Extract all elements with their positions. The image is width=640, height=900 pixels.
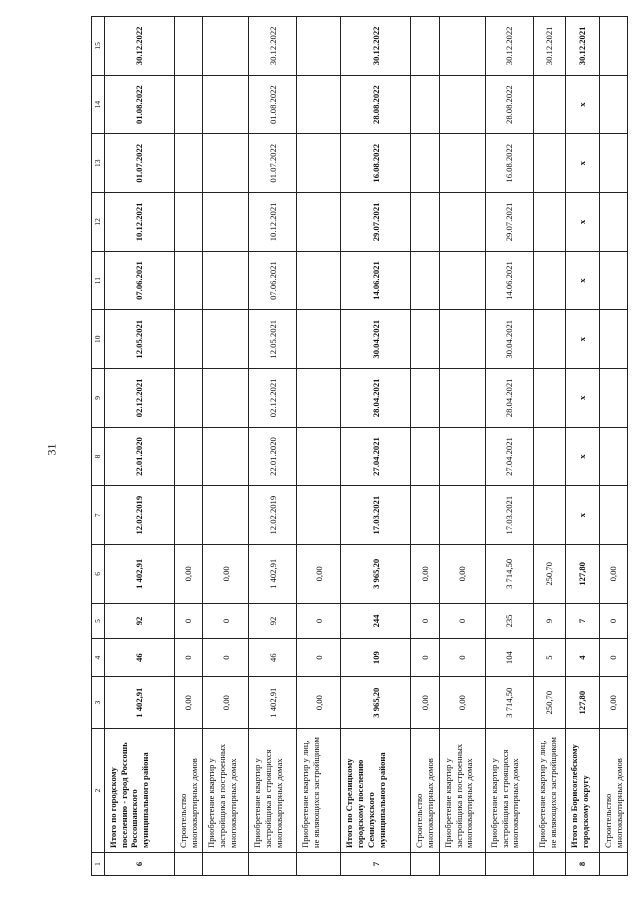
row-number-cell <box>439 852 485 875</box>
table-cell: 10.12.2021 <box>249 193 297 252</box>
table-cell: 12.02.2019 <box>105 486 175 545</box>
table-cell: 14.06.2021 <box>341 251 411 310</box>
table-cell: 104 <box>485 639 533 677</box>
table-cell <box>203 427 249 486</box>
table-cell <box>533 134 565 193</box>
table-cell: 3 965,20 <box>341 676 411 728</box>
table-cell: 02.12.2021 <box>105 369 175 428</box>
table-cell: 235 <box>485 603 533 639</box>
table-cell <box>533 310 565 369</box>
table-cell: 0 <box>411 603 439 639</box>
table-cell: 01.07.2022 <box>105 134 175 193</box>
table-cell <box>533 251 565 310</box>
table-cell <box>203 486 249 545</box>
table-cell <box>175 193 203 252</box>
table-row <box>175 17 203 876</box>
table-cell: x <box>565 75 599 134</box>
table-cell: 250,70 <box>533 676 565 728</box>
row-number-cell <box>297 852 341 875</box>
table-cell <box>439 193 485 252</box>
table-cell: 17.03.2021 <box>341 486 411 545</box>
column-number: 8 <box>92 427 105 486</box>
table-cell: 29.07.2021 <box>341 193 411 252</box>
table-row <box>203 17 249 876</box>
table-cell: 1 402,91 <box>249 545 297 604</box>
table-cell: x <box>565 427 599 486</box>
row-name-cell: Строительство многоквартирных домов <box>411 729 439 853</box>
table-row <box>485 17 533 876</box>
table-cell: 02.12.2021 <box>249 369 297 428</box>
table-cell <box>439 427 485 486</box>
table-cell: 109 <box>341 639 411 677</box>
table-cell <box>203 134 249 193</box>
table-cell: 0,00 <box>175 545 203 604</box>
table-cell <box>533 369 565 428</box>
table-cell: x <box>565 251 599 310</box>
table-cell: x <box>565 134 599 193</box>
table-cell: x <box>565 486 599 545</box>
table-cell: 28.04.2021 <box>341 369 411 428</box>
table-cell: x <box>565 310 599 369</box>
table-cell <box>297 193 341 252</box>
table-cell <box>599 369 627 428</box>
table-cell: 01.08.2022 <box>249 75 297 134</box>
column-number: 6 <box>92 545 105 604</box>
table-cell: 30.12.2022 <box>105 17 175 76</box>
column-number: 15 <box>92 17 105 76</box>
table-cell: 127,80 <box>565 545 599 604</box>
total-row <box>105 17 175 876</box>
table-row <box>297 17 341 876</box>
table-cell <box>203 369 249 428</box>
table-cell: 30.12.2022 <box>485 17 533 76</box>
table-cell: 01.08.2022 <box>105 75 175 134</box>
table-cell: 07.06.2021 <box>249 251 297 310</box>
table-cell: 0,00 <box>411 545 439 604</box>
table-cell: 0,00 <box>203 676 249 728</box>
table-cell: x <box>565 193 599 252</box>
row-name-cell: Итого по Стрелицкому городскому поселению Семилукского муниципального района <box>341 729 411 853</box>
housing-program-table <box>91 16 628 876</box>
table-cell: 27.04.2021 <box>485 427 533 486</box>
table-cell: 0 <box>203 639 249 677</box>
column-number: 12 <box>92 193 105 252</box>
table-cell <box>297 251 341 310</box>
table-cell: 5 <box>533 639 565 677</box>
table-cell <box>411 193 439 252</box>
table-cell: 92 <box>105 603 175 639</box>
column-number: 1 <box>92 852 105 875</box>
table-cell: 0 <box>175 603 203 639</box>
table-row <box>439 17 485 876</box>
row-name-cell: Приобретение квартир у застройщика в строящихся многоквартирных домах <box>249 729 297 853</box>
table-cell <box>175 427 203 486</box>
table-cell <box>175 251 203 310</box>
row-number-cell <box>485 852 533 875</box>
table-cell: 14.06.2021 <box>485 251 533 310</box>
table-cell: 0,00 <box>599 545 627 604</box>
table-cell: 0,00 <box>411 676 439 728</box>
table-cell <box>599 193 627 252</box>
table-cell <box>175 17 203 76</box>
row-number-cell <box>533 852 565 875</box>
table-cell <box>411 310 439 369</box>
column-number: 11 <box>92 251 105 310</box>
table-cell <box>203 17 249 76</box>
column-number: 2 <box>92 729 105 853</box>
table-cell: 0,00 <box>203 545 249 604</box>
column-number: 4 <box>92 639 105 677</box>
column-number: 13 <box>92 134 105 193</box>
table-cell <box>411 17 439 76</box>
table-row <box>411 17 439 876</box>
table-cell: 0 <box>411 639 439 677</box>
table-cell <box>175 134 203 193</box>
table-cell <box>439 310 485 369</box>
table-cell: 22.01.2020 <box>249 427 297 486</box>
table-cell <box>203 193 249 252</box>
row-name-cell: Итого по Борисоглебскому городскому округу <box>565 729 599 853</box>
row-number-cell: 6 <box>105 852 175 875</box>
table-cell: 0 <box>599 603 627 639</box>
table-row <box>533 17 565 876</box>
table-cell: 0 <box>599 639 627 677</box>
table-cell: 12.05.2021 <box>105 310 175 369</box>
column-number: 9 <box>92 369 105 428</box>
table-cell: 127,80 <box>565 676 599 728</box>
table-cell <box>297 427 341 486</box>
table-cell <box>533 486 565 545</box>
row-name-cell: Приобретение квартир у застройщика в построенных многоквартирных домах <box>439 729 485 853</box>
table-cell <box>297 310 341 369</box>
table-cell: 4 <box>565 639 599 677</box>
table-cell <box>439 486 485 545</box>
row-name-cell: Итого по городскому поселению - город Россошь Россошанского муниципального района <box>105 729 175 853</box>
table-cell: 250,70 <box>533 545 565 604</box>
table-cell: 29.07.2021 <box>485 193 533 252</box>
table-cell: 0,00 <box>439 545 485 604</box>
table-cell: 1 402,91 <box>105 676 175 728</box>
table-cell <box>203 75 249 134</box>
table-cell: 0,00 <box>599 676 627 728</box>
table-row <box>249 17 297 876</box>
table-cell: 30.04.2021 <box>485 310 533 369</box>
column-number-row <box>92 17 105 876</box>
table-cell <box>411 427 439 486</box>
row-number-cell <box>203 852 249 875</box>
table-cell <box>175 486 203 545</box>
row-name-cell: Приобретение квартир у застройщика в строящихся многоквартирных домах <box>485 729 533 853</box>
table-cell: 16.08.2022 <box>341 134 411 193</box>
table-cell: 0 <box>203 603 249 639</box>
table-cell: 07.06.2021 <box>105 251 175 310</box>
table-cell: 12.05.2021 <box>249 310 297 369</box>
row-number-cell <box>249 852 297 875</box>
table-cell <box>411 369 439 428</box>
table-cell <box>411 486 439 545</box>
table-cell <box>297 75 341 134</box>
table-cell <box>297 486 341 545</box>
table-cell: 3 714,50 <box>485 545 533 604</box>
table-cell: 30.12.2022 <box>249 17 297 76</box>
table-cell <box>175 369 203 428</box>
table-cell: 30.12.2021 <box>533 17 565 76</box>
table-cell <box>439 75 485 134</box>
table-cell: 28.08.2022 <box>341 75 411 134</box>
table-cell <box>599 427 627 486</box>
row-number-cell <box>599 852 627 875</box>
table-cell <box>439 17 485 76</box>
table-cell: 0 <box>439 639 485 677</box>
table-cell: 9 <box>533 603 565 639</box>
table-cell: 92 <box>249 603 297 639</box>
column-number: 14 <box>92 75 105 134</box>
table-cell: 244 <box>341 603 411 639</box>
row-number-cell <box>175 852 203 875</box>
table-cell: 0 <box>297 639 341 677</box>
row-number-cell: 8 <box>565 852 599 875</box>
table-cell <box>439 369 485 428</box>
table-cell: 46 <box>105 639 175 677</box>
table-cell: 28.04.2021 <box>485 369 533 428</box>
table-cell <box>439 134 485 193</box>
table-cell <box>599 486 627 545</box>
table-cell: 28.08.2022 <box>485 75 533 134</box>
table-cell: 16.08.2022 <box>485 134 533 193</box>
table-cell <box>411 134 439 193</box>
table-cell: 30.04.2021 <box>341 310 411 369</box>
total-row <box>565 17 599 876</box>
table-cell: 30.12.2021 <box>565 17 599 76</box>
table-cell: 1 402,91 <box>249 676 297 728</box>
page-number: 31 <box>44 443 59 456</box>
table-cell <box>439 251 485 310</box>
table-cell: 0 <box>297 603 341 639</box>
column-number: 3 <box>92 676 105 728</box>
table-cell: 27.04.2021 <box>341 427 411 486</box>
column-number: 10 <box>92 310 105 369</box>
table-cell: 12.02.2019 <box>249 486 297 545</box>
row-name-cell: Приобретение квартир у застройщика в построенных многоквартирных домах <box>203 729 249 853</box>
table-cell <box>599 17 627 76</box>
table-cell <box>411 251 439 310</box>
table-cell: 01.07.2022 <box>249 134 297 193</box>
table-cell <box>203 310 249 369</box>
table-cell <box>175 310 203 369</box>
column-number: 5 <box>92 603 105 639</box>
table-cell <box>203 251 249 310</box>
table-cell: 17.03.2021 <box>485 486 533 545</box>
table-cell: 0,00 <box>175 676 203 728</box>
table-cell <box>297 369 341 428</box>
table-cell <box>599 134 627 193</box>
table-cell: 0 <box>439 603 485 639</box>
table-cell: 0,00 <box>297 676 341 728</box>
column-number: 7 <box>92 486 105 545</box>
table-cell: 1 402,91 <box>105 545 175 604</box>
table-row <box>599 17 627 876</box>
row-name-cell: Строительство многоквартирных домов <box>175 729 203 853</box>
table-cell: 3 965,20 <box>341 545 411 604</box>
total-row <box>341 17 411 876</box>
row-number-cell: 7 <box>341 852 411 875</box>
table-cell: x <box>565 369 599 428</box>
table-cell <box>533 427 565 486</box>
table-cell: 3 714,50 <box>485 676 533 728</box>
table-cell: 0 <box>175 639 203 677</box>
table-cell: 0,00 <box>297 545 341 604</box>
table-cell: 30.12.2022 <box>341 17 411 76</box>
table-cell: 7 <box>565 603 599 639</box>
table-cell <box>533 75 565 134</box>
table-cell <box>533 193 565 252</box>
table-cell <box>297 134 341 193</box>
row-name-cell: Приобретение квартир у лиц, не являющихся застройщиком <box>297 729 341 853</box>
table-cell <box>175 75 203 134</box>
table-cell: 22.01.2020 <box>105 427 175 486</box>
table-cell <box>297 17 341 76</box>
table-cell: 0,00 <box>439 676 485 728</box>
row-name-cell: Строительство многоквартирных домов <box>599 729 627 853</box>
table-cell <box>599 310 627 369</box>
table-cell <box>599 251 627 310</box>
row-number-cell <box>411 852 439 875</box>
table-cell: 46 <box>249 639 297 677</box>
table-cell <box>599 75 627 134</box>
row-name-cell: Приобретение квартир у лиц, не являющихся застройщиком <box>533 729 565 853</box>
table-cell: 10.12.2021 <box>105 193 175 252</box>
rotated-table-wrapper <box>91 16 624 876</box>
table-cell <box>411 75 439 134</box>
